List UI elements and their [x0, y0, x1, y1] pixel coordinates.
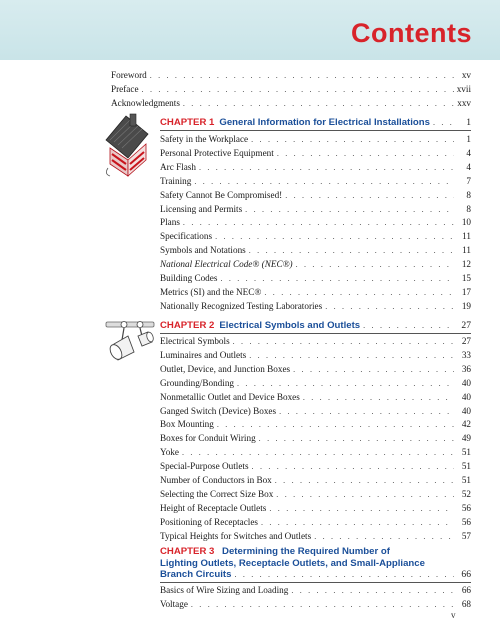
chapter1-rule [160, 130, 471, 131]
leader-dots [237, 378, 454, 389]
toc-entry-page: 17 [461, 286, 471, 297]
toc-entry[interactable] [160, 231, 471, 242]
leader-dots [182, 447, 454, 458]
leader-dots [325, 301, 454, 312]
toc-entry-label: Luminaires and Outlets [160, 349, 247, 360]
chapter2-rule [160, 333, 471, 334]
chapter3-page: 66 [461, 569, 471, 580]
leader-dots [220, 273, 454, 284]
toc-entry-acknowledgments[interactable] [111, 98, 471, 109]
toc-entry[interactable] [160, 392, 471, 403]
toc-entry[interactable] [160, 461, 471, 472]
toc-entry[interactable] [160, 259, 471, 270]
toc-entry-page: 27 [461, 336, 471, 346]
toc-entry-label: Selecting the Correct Size Box [160, 488, 274, 499]
toc-entry[interactable] [160, 489, 471, 500]
chapter3-rule [160, 582, 471, 583]
toc-entry-page: 8 [466, 189, 471, 200]
toc-entry-label: Preface [111, 84, 139, 94]
toc-entry-page: 15 [461, 273, 471, 283]
toc-entry-label: Nationally Recognized Testing Laboratories [160, 300, 323, 311]
toc-entry[interactable] [160, 419, 471, 430]
toc-entry-preface[interactable] [111, 84, 471, 95]
toc-entry-page: 40 [461, 391, 471, 402]
chapter1-number: CHAPTER 1 [160, 117, 215, 128]
toc-entry-label: Personal Protective Equipment [160, 147, 274, 158]
toc-entry-label: Specifications [160, 231, 213, 242]
leader-dots [194, 176, 454, 187]
toc-entry-label: Typical Heights for Switches and Outlets [160, 530, 312, 541]
leader-dots [259, 433, 454, 444]
leader-dots [296, 259, 454, 270]
toc-entry-label: Licensing and Permits [160, 203, 243, 214]
toc-entry-page: 36 [461, 363, 471, 374]
toc-entry-label: Foreword [111, 70, 147, 80]
chapter2-title: Electrical Symbols and Outlets [219, 320, 361, 331]
toc-entry[interactable] [160, 204, 471, 215]
toc-entry[interactable] [160, 301, 471, 312]
track-light-icon [102, 314, 158, 379]
leader-dots [293, 364, 454, 375]
toc-entry-page: 51 [461, 475, 471, 485]
toc-entry-page: xvii [456, 84, 471, 94]
house-icon [100, 110, 154, 187]
toc-entry-label: Nonmetallic Outlet and Device Boxes [160, 391, 300, 402]
toc-entry-page: 4 [466, 147, 471, 158]
leader-dots [249, 350, 454, 361]
toc-entry-page: 10 [461, 217, 471, 228]
leader-dots [191, 599, 454, 610]
toc-entry[interactable] [160, 162, 471, 173]
chapter3-heading[interactable] [160, 546, 471, 580]
toc-entry-label: Plans [160, 217, 180, 228]
toc-entry-label: Acknowledgments [111, 98, 180, 108]
toc-entry-label: Arc Flash [160, 161, 196, 172]
toc-entry-page: 56 [461, 502, 471, 513]
toc-entry-label: Positioning of Receptacles [160, 516, 258, 527]
toc-entry[interactable] [160, 134, 471, 145]
toc-entry-page: 1 [466, 134, 471, 144]
leader-dots [363, 320, 454, 331]
toc-entry-page: 11 [462, 245, 471, 256]
toc-entry-label: Safety in the Workplace [160, 134, 249, 144]
chapter1-title: General Information for Electrical Installations [219, 117, 430, 128]
toc-entry-page: 49 [461, 433, 471, 444]
toc-entry[interactable] [160, 190, 471, 201]
toc-entry[interactable] [160, 475, 471, 486]
toc-entry-label: Safety Cannot Be Compromised! [160, 189, 283, 200]
toc-entry-page: 56 [461, 516, 471, 527]
leader-dots [150, 70, 454, 81]
leader-dots [234, 569, 454, 580]
toc-entry-label: Special-Purpose Outlets [160, 461, 249, 472]
leader-dots [199, 162, 454, 173]
chapter1-page: 1 [466, 117, 471, 128]
toc-entry[interactable] [160, 217, 471, 228]
toc-entry-page: 4 [466, 161, 471, 172]
toc-entry-page: 42 [461, 419, 471, 430]
toc-entry[interactable] [160, 447, 471, 458]
chapter2-number: CHAPTER 2 [160, 320, 215, 331]
toc-entry[interactable] [160, 378, 471, 389]
page-number: v [451, 610, 456, 620]
toc-entry-label: Boxes for Conduit Wiring [160, 433, 256, 444]
leader-dots [245, 204, 454, 215]
chapter3-number: CHAPTER 3 [160, 546, 215, 557]
toc-entry-label: Electrical Symbols [160, 336, 230, 346]
toc-entry-foreword[interactable] [111, 70, 471, 81]
chapter2-page: 27 [461, 320, 471, 331]
toc-entry-label: Number of Conductors in Box [160, 475, 272, 485]
toc-entry-page: 40 [461, 377, 471, 388]
leader-dots [183, 217, 454, 228]
toc-entry[interactable] [160, 287, 471, 298]
leader-dots [275, 475, 454, 486]
toc-entry-page: 57 [461, 530, 471, 541]
chapter1-heading[interactable] [160, 117, 471, 128]
toc-entry[interactable] [160, 433, 471, 444]
toc-entry-page: 12 [461, 259, 471, 270]
toc-entry-page: xxv [457, 98, 471, 108]
chapter2-heading[interactable] [160, 320, 471, 331]
toc-entry[interactable] [160, 245, 471, 256]
toc-entry-label: National Electrical Code® (NEC®) [160, 259, 293, 270]
toc-entry-page: 51 [461, 461, 471, 472]
toc-entry-label: Yoke [160, 447, 179, 458]
leader-dots [251, 134, 454, 145]
toc-entry-page: 68 [461, 599, 471, 609]
leader-dots [285, 190, 454, 201]
toc-entry-label: Training [160, 175, 192, 186]
leader-dots [217, 419, 454, 430]
toc-entry[interactable] [160, 336, 471, 347]
toc-entry[interactable] [160, 364, 471, 375]
leader-dots [279, 406, 454, 417]
toc-entry-page: 19 [461, 300, 471, 311]
toc-entry-page: 40 [461, 405, 471, 416]
toc-entry-label: Ganged Switch (Device) Boxes [160, 405, 277, 416]
toc-entry-label: Outlet, Device, and Junction Boxes [160, 363, 291, 374]
leader-dots [276, 489, 454, 500]
leader-dots [215, 231, 454, 242]
toc-entry-label: Symbols and Notations [160, 245, 246, 256]
toc-entry-page: 33 [461, 349, 471, 360]
leader-dots [252, 461, 454, 472]
toc-entry[interactable] [160, 599, 471, 610]
leader-dots [264, 287, 454, 298]
toc-entry[interactable] [160, 350, 471, 361]
toc-entry-page: 66 [461, 585, 471, 595]
toc-entry[interactable] [160, 148, 471, 159]
chapter3-title-line3-row [160, 569, 471, 580]
toc-entry[interactable] [160, 503, 471, 514]
toc-entry-label: Grounding/Bonding [160, 377, 235, 388]
toc-entry-page: 52 [461, 488, 471, 499]
header-band [0, 0, 500, 60]
toc-entry-page: 7 [466, 175, 471, 186]
leader-dots [433, 117, 454, 128]
toc-entry-label: Building Codes [160, 273, 218, 283]
leader-dots [233, 336, 454, 347]
toc-entry-page: 51 [461, 447, 471, 458]
leader-dots [261, 517, 454, 528]
page-title: Contents [351, 18, 472, 48]
toc-entry[interactable] [160, 406, 471, 417]
chapter3-title-line2: Lighting Outlets, Receptacle Outlets, and Small-Appliance [160, 557, 425, 569]
leader-dots [249, 245, 454, 256]
toc-entry-label: Box Mounting [160, 419, 214, 430]
toc-entry-page: xv [461, 70, 471, 80]
toc-entry-page: 11 [462, 231, 471, 242]
toc-entry[interactable] [160, 531, 471, 542]
toc-entry-label: Height of Receptacle Outlets [160, 502, 267, 513]
leader-dots [277, 148, 454, 159]
leader-dots [314, 531, 454, 542]
chapter3-title-line1: Determining the Required Number of [222, 546, 390, 557]
toc-entry-label: Metrics (SI) and the NEC® [160, 286, 262, 297]
toc-entry[interactable] [160, 585, 471, 596]
toc-entry[interactable] [160, 273, 471, 284]
toc-entry-label: Voltage [160, 599, 188, 609]
leader-dots [183, 98, 454, 109]
leader-dots [291, 585, 454, 596]
toc-entry-label: Basics of Wire Sizing and Loading [160, 585, 289, 595]
leader-dots [269, 503, 454, 514]
leader-dots [303, 392, 454, 403]
toc-entry[interactable] [160, 517, 471, 528]
toc-entry[interactable] [160, 176, 471, 187]
toc-entry-page: 8 [466, 203, 471, 214]
chapter3-title-line3: Branch Circuits [160, 569, 232, 580]
leader-dots [142, 84, 454, 95]
